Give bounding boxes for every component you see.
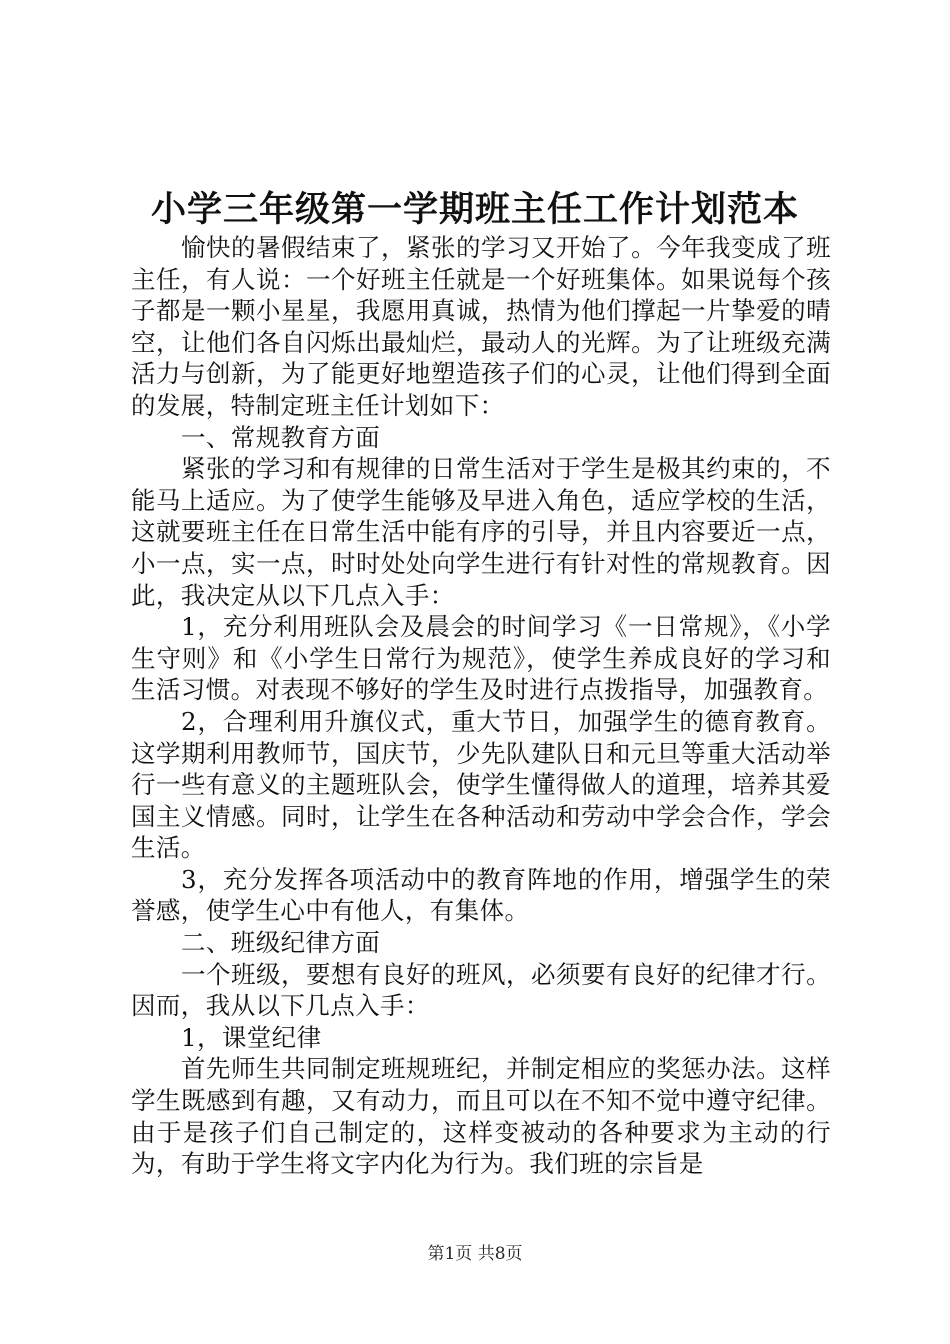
paragraph-classroom-discipline: 首先师生共同制定班规班纪，并制定相应的奖惩办法。这样学生既感到有趣，又有动力，而且可以在不知不觉中遵守纪律。由于是孩子们自己制定的，这样变被动的各种要求为主动的行为，有助于学生将文字内化为行为。我们班的宗旨是 — [131, 1054, 831, 1179]
document-title: 小学三年级第一学期班主任工作计划范本 — [150, 189, 799, 230]
section-heading-routine-education: 一、常规教育方面 — [181, 422, 381, 452]
list-item-routine-2: 2，合理利用升旗仪式，重大节日，加强学生的德育教育。这学期利用教师节，国庆节，少先队建队日和元旦等重大活动举行一些有意义的主题班队会，使学生懂得做人的道理，培养其爱国主义情感。同时，让学生在各种活动和劳动中学会合作，学会生活。 — [131, 706, 831, 863]
list-item-routine-3: 3，充分发挥各项活动中的教育阵地的作用，增强学生的荣誉感，使学生心中有他人，有集体。 — [131, 864, 831, 926]
paragraph-class-discipline: 一个班级，要想有良好的班风，必须要有良好的纪律才行。因而，我从以下几点入手： — [131, 959, 831, 1021]
document-body — [131, 232, 831, 1180]
page-number-footer: 第1页 共8页 — [427, 1244, 523, 1264]
list-item-routine-1: 1，充分利用班队会及晨会的时间学习《一日常规》，《小学生守则》和《小学生日常行为规范》，使学生养成良好的学习和生活习惯。对表现不够好的学生及时进行点拨指导，加强教育。 — [131, 612, 831, 705]
subheading-classroom-discipline: 1，课堂纪律 — [181, 1022, 322, 1052]
paragraph-intro: 愉快的暑假结束了，紧张的学习又开始了。今年我变成了班主任，有人说：一个好班主任就是一个好班集体。如果说每个孩子都是一颗小星星，我愿用真诚，热情为他们撑起一片挚爱的晴空，让他们各自闪烁出最灿烂，最动人的光辉。为了让班级充满活力与创新，为了能更好地塑造孩子们的心灵，让他们得到全面的发展，特制定班主任计划如下： — [131, 233, 831, 420]
section-heading-class-discipline: 二、班级纪律方面 — [181, 928, 381, 958]
paragraph-routine-education: 紧张的学习和有规律的日常生活对于学生是极其约束的，不能马上适应。为了使学生能够及早进入角色，适应学校的生活，这就要班主任在日常生活中能有序的引导，并且内容要近一点，小一点，实一点，时时处处向学生进行有针对性的常规教育。因此，我决定从以下几点入手： — [131, 454, 831, 610]
